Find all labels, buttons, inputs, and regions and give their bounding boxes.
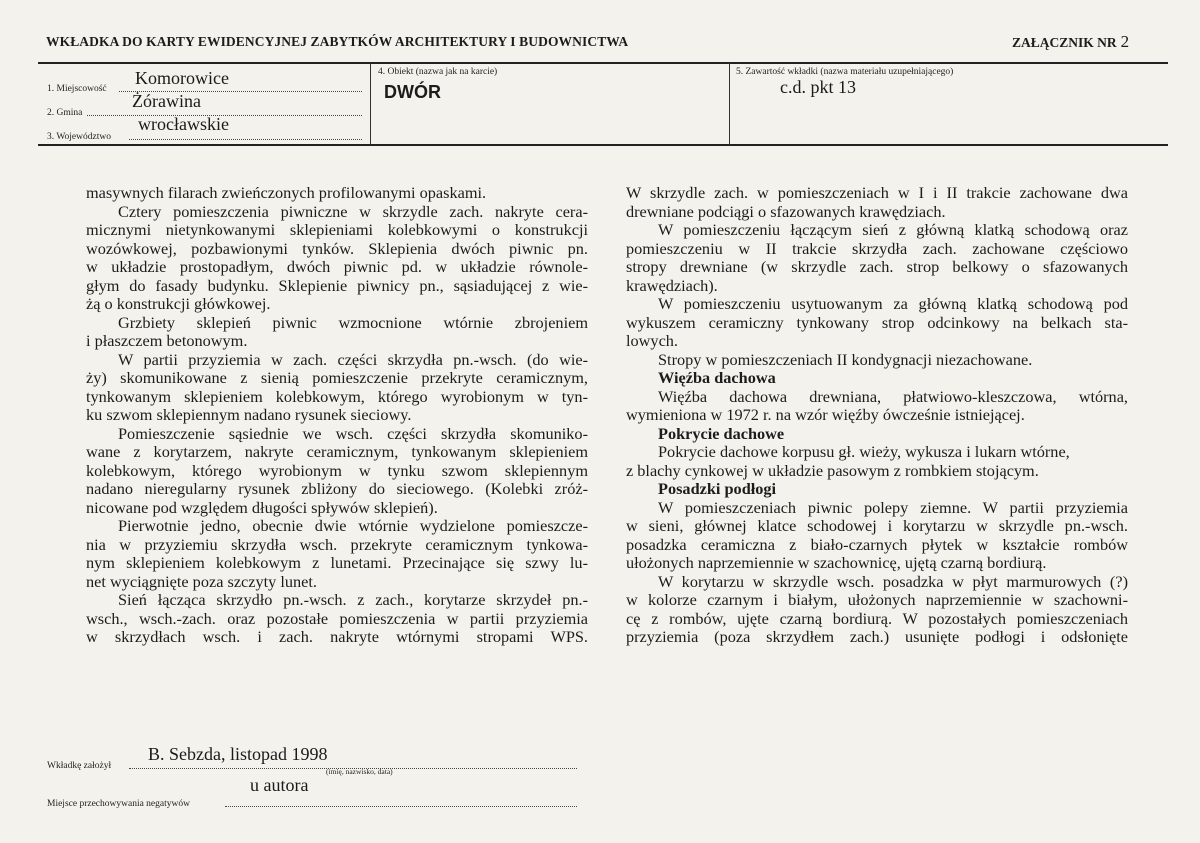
province-label: 3. Województwo: [47, 132, 111, 142]
locality-label: 1. Miejscowość: [47, 84, 107, 94]
text-line: W pomieszczeniu łączącym sień z główną klatką schodową oraz: [658, 221, 1128, 239]
text-line: przyziemia (poza skrzydłem zach.) usunięte podłogi i odsłonięte: [626, 628, 1128, 646]
text-line: w układzie prostopadłym, dwóch piwnic pd. w układzie równole-: [86, 258, 588, 276]
content-value: c.d. pkt 13: [780, 77, 856, 97]
right-text-column: [626, 184, 1128, 647]
text-line: wozówkowej, pozbawionymi tynków. Sklepienia dwóch piwnic pn.: [86, 239, 588, 258]
text-line: wykuszem ceramiczny tynkowany strop odcinkowy na belkach sta-: [626, 313, 1128, 332]
text-line: nym sklepieniem kolebkowym z lunetami. Przecinające się szwy lu-: [86, 554, 588, 572]
text-line: net wyciągnięte poza szczyty lunet.: [86, 571, 318, 591]
section-heading: Posadzki podłogi: [658, 479, 777, 498]
text-line: nadano nieregularny rysunek zbliżony do sieciowego. (Kolebki zróż-: [86, 480, 588, 498]
text-line: nia w przyziemiu skrzydła wsch. przekryte ceramicznym tynkowa-: [86, 535, 588, 554]
author-hint: (imię, nazwisko, data): [326, 767, 393, 776]
commune-label: 2. Gmina: [47, 108, 83, 118]
text-line: Stropy w pomieszczeniach II kondygnacji niezachowane.: [658, 349, 1033, 369]
text-line: wymieniona w 1972 r. na wzór więźby ówcześnie istniejącej.: [626, 405, 1025, 424]
locality-value: Komorowice: [135, 68, 229, 88]
text-line: W partii przyziemia w zach. części skrzydła pn.-wsch. (do wie-: [118, 350, 588, 369]
text-line: ży) skomunikowane z sienią pomieszczenie przekryte ceramicznym,: [86, 369, 588, 387]
text-line: tynkowanym sklepieniem kolebkowym, którego wyrobionym w tyn-: [86, 387, 588, 406]
top-rule: [38, 62, 1168, 64]
text-line: cę z rombów, ujęte czarną bordiurą. W pozostałych pomieszczeniach: [626, 609, 1128, 628]
text-line: wsch., wsch.-zach. oraz pozostałe pomieszczenia w partii przyziemia: [86, 609, 588, 628]
storage-value: u autora: [250, 775, 309, 795]
text-line: ułożonych naprzemiennie w szachownicę, ujętą czarną bordiurą.: [626, 553, 1047, 572]
text-line: Grzbiety sklepień piwnic wzmocnione wtórnie zbrojeniem: [118, 313, 588, 332]
text-line: i płaszczem betonowym.: [86, 331, 248, 350]
content-label: 5. Zawartość wkładki (nazwa materiału uzupełniającego): [736, 67, 954, 77]
text-line: wane z korytarzem, nakryte ceramicznym, tynkowanym sklepieniem: [86, 443, 588, 461]
author-value: B. Sebzda, listopad 1998: [148, 744, 328, 764]
text-line: posadzka ceramiczna z biało-czarnych płytek w kształcie rombów: [626, 535, 1128, 554]
author-label: Wkładkę założył: [47, 761, 112, 771]
text-line: W korytarzu w skrzydle wsch. posadzka w płyt marmurowych (?): [658, 572, 1128, 591]
text-line: Więźba dachowa drewniana, płatwiowo-kleszczowa, wtórna,: [658, 387, 1128, 406]
text-line: nicowane pod względem długości spływów sklepień).: [86, 497, 438, 517]
text-line: stropy drewniane (w skrzydle zach. strop belkowy o sfazowanych: [626, 258, 1128, 276]
attachment-value: 2: [1120, 32, 1130, 51]
field-divider: [370, 63, 371, 145]
field-divider: [729, 63, 730, 145]
text-line: masywnych filarach zwieńczonych profilowanymi opaskami.: [86, 183, 487, 202]
text-line: głym do fasady budynku. Sklepienie piwnicy pn., sąsiadującej z wie-: [86, 276, 588, 295]
text-line: Pomieszczenie sąsiednie we wsch. części skrzydła skomuniko-: [118, 424, 588, 443]
object-value: DWÓR: [384, 82, 441, 102]
text-line: w sieni, głównej klatce schodowej i korytarzu w skrzydle pn.-wsch.: [626, 517, 1128, 535]
object-label: 4. Obiekt (nazwa jak na karcie): [378, 67, 498, 77]
text-line: W pomieszczeniach piwnic polepy ziemne. W partii przyziemia: [658, 498, 1128, 517]
section-heading: Pokrycie dachowe: [658, 423, 785, 443]
attachment-label: ZAŁĄCZNIK NR: [1012, 35, 1117, 50]
bottom-rule: [38, 144, 1168, 146]
text-line: W pomieszczeniu usytuowanym za główną klatką schodową pod: [658, 295, 1128, 313]
text-line: lowych.: [626, 331, 678, 350]
text-line: pomieszczeniu w II trakcie skrzydła zach. zachowane częściowo: [626, 239, 1128, 258]
section-heading: Więźba dachowa: [658, 368, 776, 387]
text-line: z blachy cynkowej w układzie pasowym z rombkiem stojącym.: [626, 460, 1039, 480]
text-line: w skrzydłach wsch. i zach. nakryte wtórnymi stropami WPS.: [86, 628, 588, 646]
attachment-number: [1012, 32, 1129, 52]
text-line: żą o konstrukcji główkowej.: [86, 294, 271, 313]
text-line: drewniane podciągi o sfazowanych krawędziach.: [626, 201, 946, 221]
left-text-column: [86, 184, 588, 647]
form-title: WKŁADKA DO KARTY EWIDENCYJNEJ ZABYTKÓW ARCHITEKTURY I BUDOWNICTWA: [46, 34, 629, 49]
text-line: Cztery pomieszczenia piwniczne w skrzydle zach. nakryte cera-: [118, 202, 588, 221]
province-value: wrocławskie: [138, 114, 229, 134]
text-line: Pokrycie dachowe korpusu gł. wieży, wykusza i lukarn wtórne,: [658, 442, 1070, 461]
text-line: w kolorze czarnym i białym, ułożonych naprzemiennie w szachowni-: [626, 591, 1128, 609]
storage-label: Miejsce przechowywania negatywów: [47, 799, 190, 809]
storage-field: [47, 795, 577, 807]
commune-value: Żórawina: [132, 91, 201, 111]
text-line: krawędziach).: [626, 275, 718, 295]
text-line: W skrzydle zach. w pomieszczeniach w I i II trakcie zachowane dwa: [626, 184, 1128, 202]
text-line: micznymi nietynkowanymi sklepieniami kolebkowymi o konstrukcji: [86, 221, 588, 239]
text-line: Sień łącząca skrzydło pn.-wsch. z zach., korytarze skrzydeł pn.-: [118, 591, 588, 609]
text-line: kolebkowym, którego wyrobionym w tynku szwom sklepiennym: [86, 461, 588, 480]
text-line: Pierwotnie jedno, obecnie dwie wtórnie wydzielone pomieszcze-: [118, 517, 588, 535]
text-line: ku szwom sklepiennym nadano rysunek sieciowy.: [86, 405, 412, 424]
